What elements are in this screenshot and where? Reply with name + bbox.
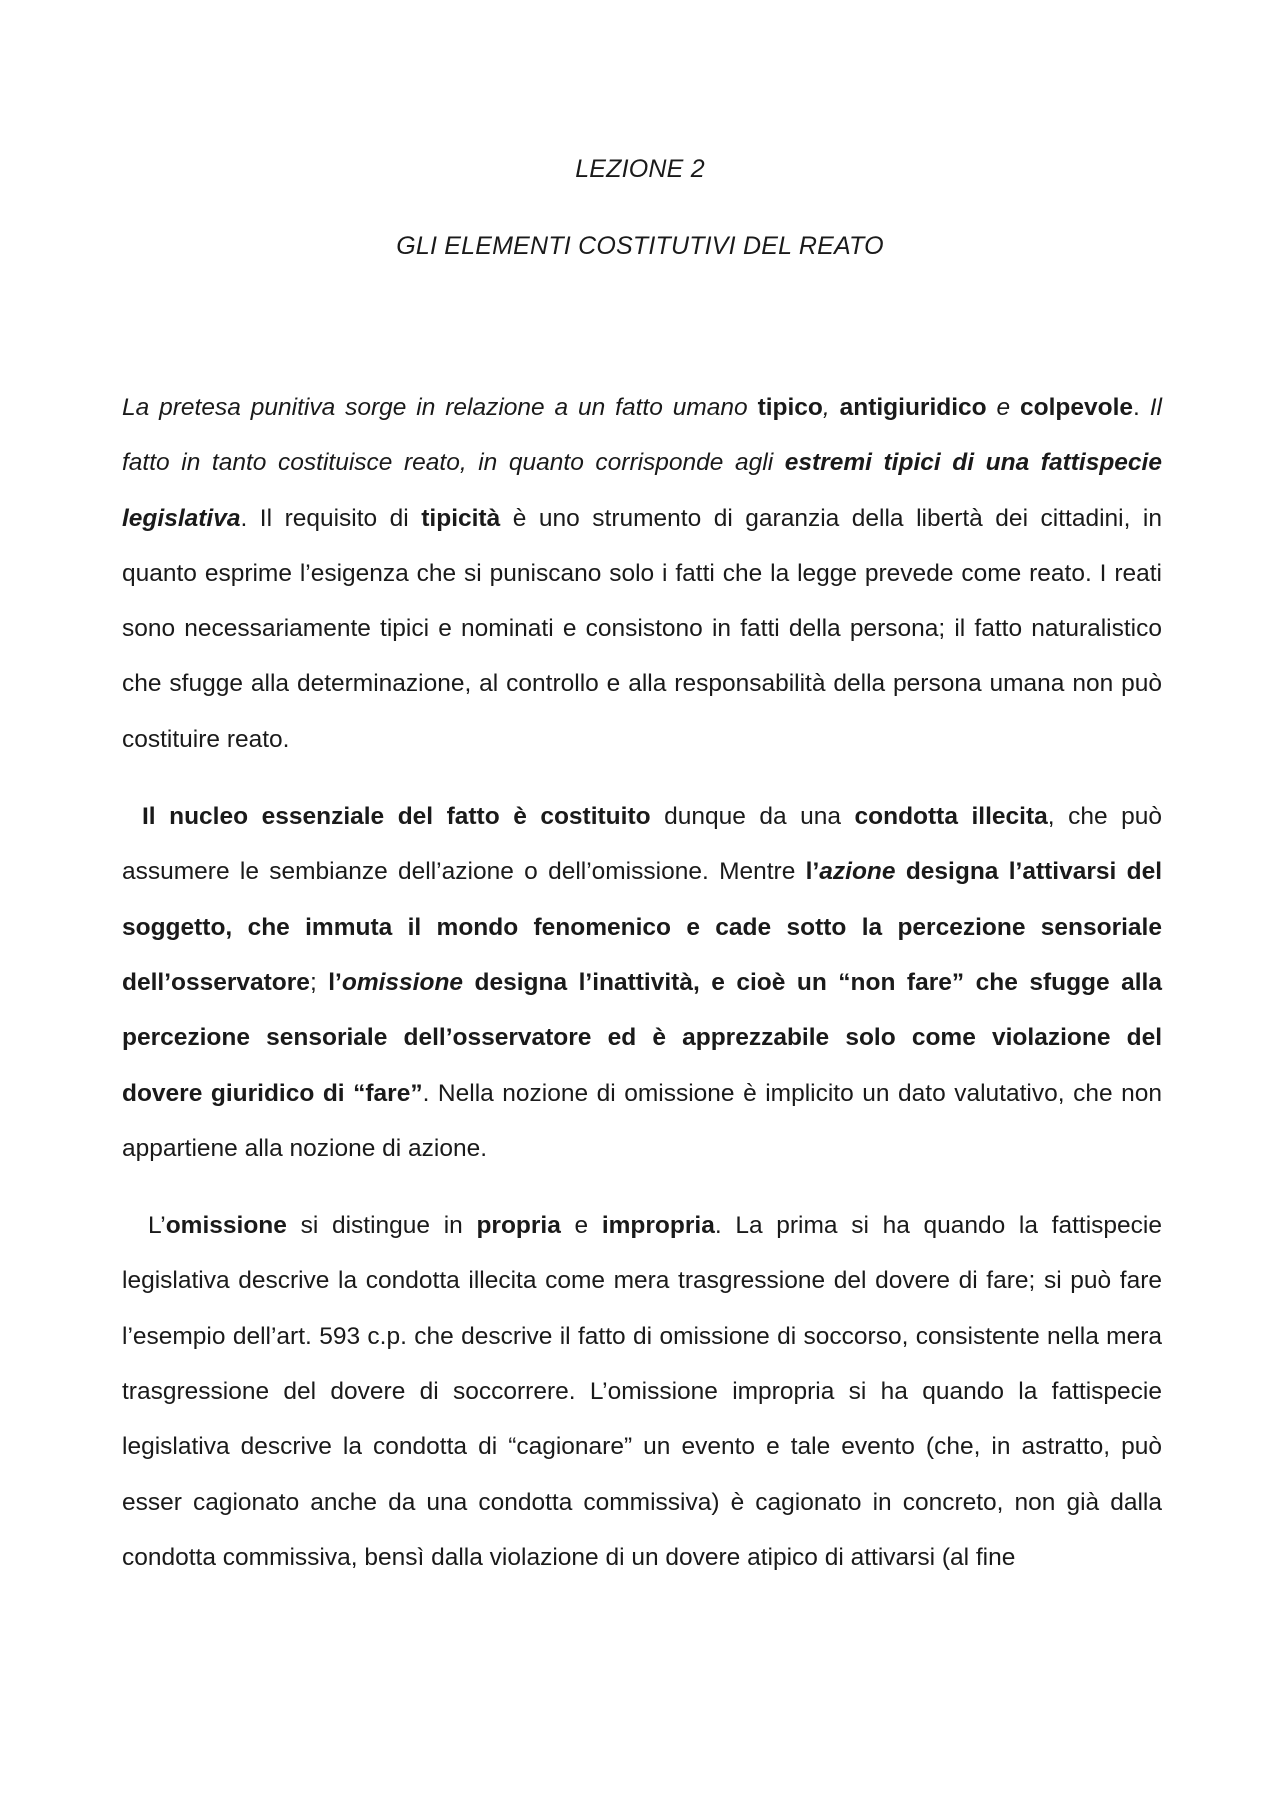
- text-run: colpevole: [1020, 394, 1134, 421]
- body-text: [122, 380, 1162, 1607]
- text-run: tipico: [757, 394, 823, 421]
- text-run: . La prima si ha quando la fattispecie legislativa descrive la condotta illecita come mera trasgressione del dovere di fare; si può fare l’esempio dell’art. 593 c.p. che descrive il fatto di omissione di soccorso, consistente nella mera trasgressione del dovere di soccorrere. L’omissione impropria si ha quando la fattispecie legislativa descrive la condotta di “cagionare” un evento e tale evento (che, in astratto, può esser cagionato anche da una condotta commissiva) è cagionato in concreto, non già dalla condotta commissiva, bensì dalla violazione di un dovere atipico di attivarsi (al fine: [122, 1212, 1162, 1571]
- text-run: . Nella nozione di omissione è implicito un dato valutativo, che non appartiene alla nozione di azione.: [122, 1079, 1162, 1162]
- text-run: antigiuridico: [839, 394, 987, 421]
- text-run: propria: [476, 1212, 561, 1240]
- text-run: estremi tipici di una fattispecie legislativa: [122, 449, 1162, 532]
- text-run: . Il requisito di: [240, 504, 422, 532]
- text-run: e: [560, 1212, 602, 1240]
- text-run: .: [1133, 394, 1150, 421]
- text-run: si distingue in: [286, 1212, 477, 1240]
- text-run: impropria: [601, 1212, 715, 1240]
- text-run: , che può assumere le sembianze dell’azione o dell’omissione. Mentre: [122, 803, 1162, 886]
- text-run: tipicità: [421, 504, 501, 532]
- lesson-title: LEZIONE 2: [575, 155, 705, 183]
- text-run: ;: [309, 968, 329, 996]
- text-run: dunque da una: [650, 803, 855, 831]
- text-run: L’: [148, 1212, 166, 1240]
- paragraph-1: [122, 380, 1162, 767]
- text-run: e: [986, 394, 1021, 421]
- text-run: omissione: [165, 1212, 287, 1240]
- text-run: designa l’attivarsi del soggetto, che immuta il mondo fenomenico e cade sotto la percezione sensoriale dell’osservatore: [122, 858, 1163, 996]
- text-run: è uno strumento di garanzia della libertà dei cittadini, in quanto esprime l’esigenza che si puniscano solo i fatti che la legge prevede come reato. I reati sono necessariamente tipici e nominati e consistono in fatti della persona; il fatto naturalistico che sfugge alla determinazione, al controllo e alla responsabilità della persona umana non può costituire reato.: [122, 504, 1162, 753]
- text-run: designa l’inattività, e cioè un “non fare” che sfugge alla percezione sensoriale dell’osservatore ed è apprezzabile solo come violazione del dovere giuridico di “fare”: [122, 968, 1162, 1107]
- text-run: l’: [328, 968, 342, 996]
- text-run: l’: [805, 858, 820, 886]
- text-run: ,: [822, 394, 840, 421]
- text-run: omissione: [341, 968, 464, 996]
- text-run: condotta illecita: [854, 803, 1048, 831]
- text-run: Il fatto in tanto costituisce reato, in quanto corrisponde agli: [122, 394, 1162, 477]
- text-run: azione: [819, 858, 896, 886]
- paragraph-3: [122, 1198, 1162, 1585]
- lesson-subtitle: GLI ELEMENTI COSTITUTIVI DEL REATO: [396, 232, 884, 260]
- text-run: La pretesa punitiva sorge in relazione a un fatto umano: [122, 394, 758, 421]
- text-run: Il nucleo essenziale del fatto è costituito: [142, 803, 651, 831]
- paragraph-2: [122, 789, 1162, 1176]
